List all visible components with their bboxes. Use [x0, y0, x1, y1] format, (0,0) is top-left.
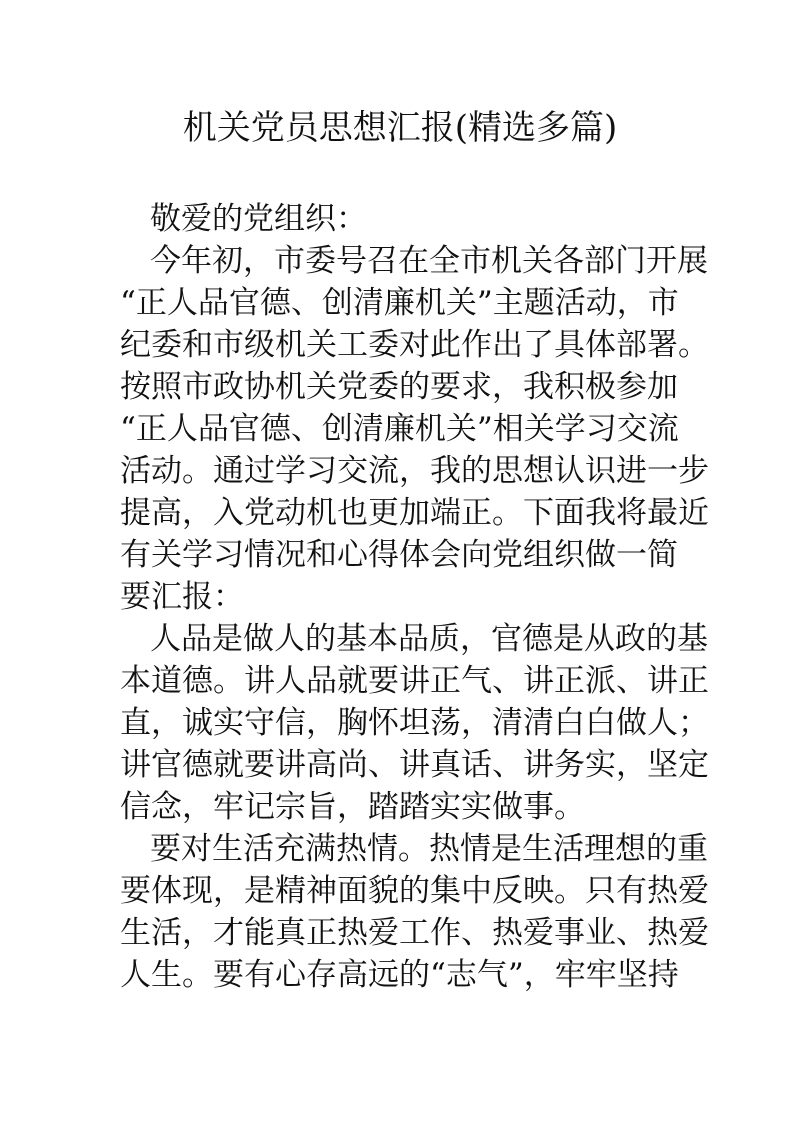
paragraph-3-line-2: 要体现，是精神面貌的集中反映。只有热爱	[120, 873, 709, 909]
paragraph-1-line-8: 有关学习情况和心得体会向党组织做一简	[120, 537, 678, 573]
paragraph-2-line-1: 人品是做人的基本品质，官德是从政的基	[150, 621, 708, 657]
paragraph-2-line-2: 本道德。讲人品就要讲正气、讲正派、讲正	[120, 663, 709, 699]
paragraph-1-line-9: 要汇报：	[120, 579, 244, 615]
paragraph-1-line-5: “正人品官德、创清廉机关”相关学习交流	[120, 411, 679, 447]
paragraph-3-line-4: 人生。要有心存高远的“志气”，牢牢坚持	[120, 957, 679, 993]
paragraph-3-line-3: 生活，才能真正热爱工作、热爱事业、热爱	[120, 915, 709, 951]
salutation-line: 敬爱的党组织：	[150, 201, 367, 237]
paragraph-1-line-3: 纪委和市级机关工委对此作出了具体部署。	[120, 327, 709, 363]
paragraph-1-line-1: 今年初，市委号召在全市机关各部门开展	[150, 243, 708, 279]
paragraph-2-line-3: 直，诚实守信，胸怀坦荡，清清白白做人；	[120, 705, 709, 741]
paragraph-2-line-4: 讲官德就要讲高尚、讲真话、讲务实，坚定	[120, 747, 709, 783]
paragraph-2-line-5: 信念，牢记宗旨，踏踏实实做事。	[120, 789, 585, 825]
paragraph-1-line-6: 活动。通过学习交流，我的思想认识进一步	[120, 453, 709, 489]
paragraph-1-line-2: “正人品官德、创清廉机关”主题活动，市	[120, 285, 679, 321]
paragraph-3-line-1: 要对生活充满热情。热情是生活理想的重	[150, 831, 708, 867]
paragraph-1-line-7: 提高，入党动机也更加端正。下面我将最近	[120, 495, 709, 531]
document-title: 机关党员思想汇报(精选多篇)	[182, 108, 618, 148]
paragraph-1-line-4: 按照市政协机关党委的要求，我积极参加	[120, 369, 678, 405]
